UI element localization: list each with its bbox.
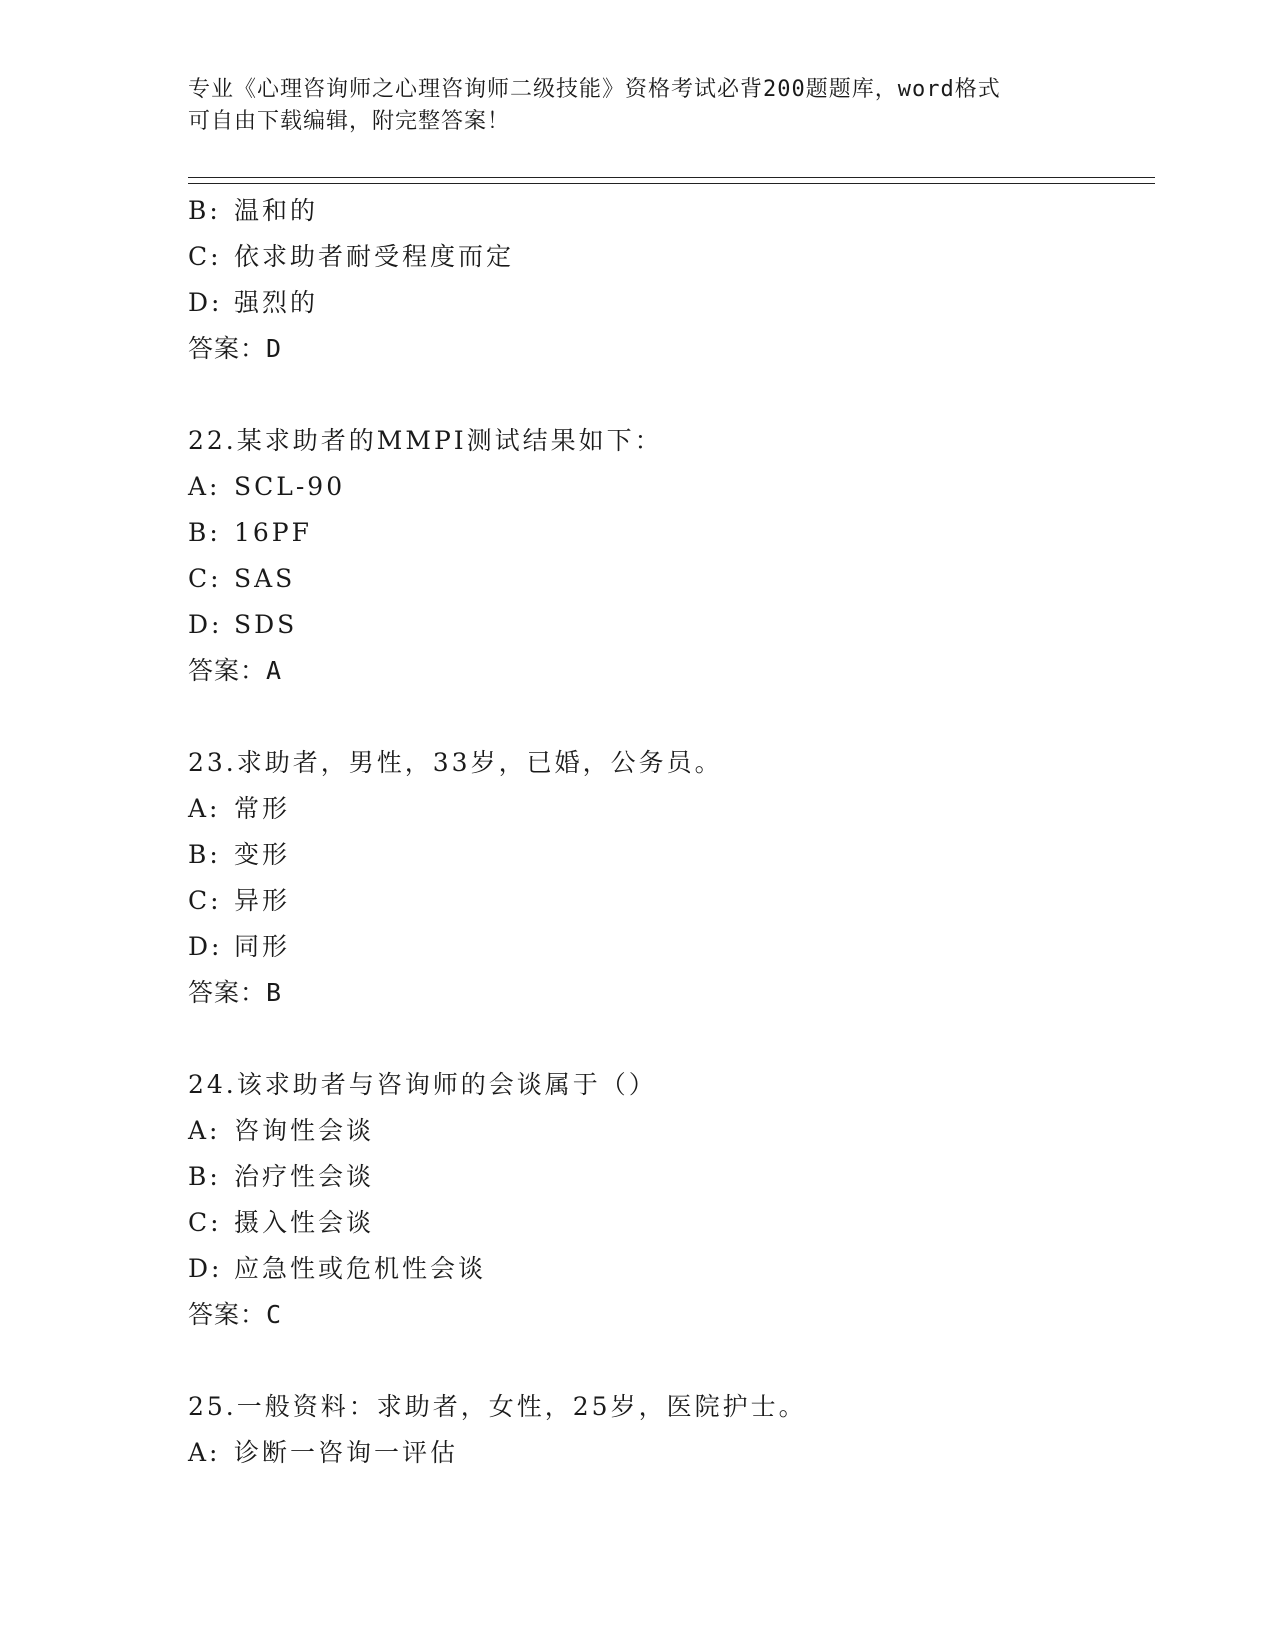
answer-label: 答案： — [188, 334, 267, 363]
option-letter: C: — [188, 564, 222, 593]
header-line-1: 专业《心理咨询师之心理咨询师二级技能》资格考试必背200题题库，word格式 — [188, 77, 1001, 102]
option-d — [188, 280, 1148, 326]
spacer — [188, 1338, 1148, 1384]
option-letter: D: — [188, 288, 223, 317]
option-c — [188, 1200, 1148, 1246]
option-letter: B: — [188, 840, 221, 869]
question-22 — [188, 418, 1148, 694]
question-stem: 23.求助者，男性，33岁，已婚，公务员。 — [188, 748, 723, 777]
header-divider-bottom — [188, 183, 1155, 184]
option-text: 异形 — [234, 886, 291, 915]
question-24 — [188, 1062, 1148, 1338]
answer-line — [188, 970, 1148, 1016]
answer-label: 答案： — [188, 1300, 267, 1329]
option-text: 强烈的 — [234, 288, 319, 317]
question-21-tail — [188, 188, 1148, 372]
option-b — [188, 510, 1148, 556]
document-header — [188, 74, 1088, 138]
answer-label: 答案： — [188, 656, 267, 685]
option-text: 摄入性会谈 — [234, 1208, 375, 1237]
answer-line — [188, 648, 1148, 694]
option-letter: C: — [188, 242, 222, 271]
option-letter: A: — [188, 1116, 221, 1145]
option-c — [188, 878, 1148, 924]
option-letter: A: — [188, 794, 221, 823]
option-a — [188, 464, 1148, 510]
option-text: 应急性或危机性会谈 — [234, 1254, 487, 1283]
option-b — [188, 1154, 1148, 1200]
question-stem: 25.一般资料：求助者，女性，25岁，医院护士。 — [188, 1392, 807, 1421]
option-letter: C: — [188, 1208, 222, 1237]
option-b — [188, 832, 1148, 878]
option-c — [188, 234, 1148, 280]
answer-label: 答案： — [188, 978, 267, 1007]
header-divider-top — [188, 177, 1155, 178]
option-letter: D: — [188, 610, 223, 639]
option-text: 变形 — [234, 840, 291, 869]
answer-value: C — [266, 1300, 283, 1329]
question-25 — [188, 1384, 1148, 1476]
option-letter: A: — [188, 1438, 221, 1467]
option-letter: B: — [188, 518, 221, 547]
option-text: 16PF — [234, 518, 312, 547]
option-text: 依求助者耐受程度而定 — [234, 242, 515, 271]
option-letter: C: — [188, 886, 222, 915]
option-a — [188, 1430, 1148, 1476]
option-text: SAS — [234, 564, 296, 593]
option-a — [188, 1108, 1148, 1154]
option-c — [188, 556, 1148, 602]
option-d — [188, 924, 1148, 970]
option-text: 诊断一咨询一评估 — [234, 1438, 459, 1467]
question-stem: 22.某求助者的MMPI测试结果如下： — [188, 426, 663, 455]
option-text: 常形 — [234, 794, 291, 823]
answer-line — [188, 326, 1148, 372]
option-text: 温和的 — [234, 196, 319, 225]
option-letter: D: — [188, 932, 223, 961]
question-23 — [188, 740, 1148, 1016]
option-letter: A: — [188, 472, 221, 501]
header-line-2: 可自由下载编辑，附完整答案！ — [188, 109, 511, 134]
question-stem: 24.该求助者与咨询师的会谈属于（） — [188, 1070, 657, 1099]
option-b — [188, 188, 1148, 234]
option-text: 同形 — [234, 932, 291, 961]
answer-value: B — [266, 978, 283, 1007]
option-a — [188, 786, 1148, 832]
option-d — [188, 602, 1148, 648]
option-letter: B: — [188, 1162, 221, 1191]
option-text: 咨询性会谈 — [234, 1116, 375, 1145]
option-text: 治疗性会谈 — [234, 1162, 375, 1191]
answer-value: D — [266, 334, 283, 363]
answer-value: A — [266, 656, 283, 685]
spacer — [188, 694, 1148, 740]
option-text: SDS — [234, 610, 298, 639]
spacer — [188, 1016, 1148, 1062]
option-d — [188, 1246, 1148, 1292]
answer-line — [188, 1292, 1148, 1338]
spacer — [188, 372, 1148, 418]
option-letter: D: — [188, 1254, 223, 1283]
option-text: SCL-90 — [234, 472, 346, 501]
option-letter: B: — [188, 196, 221, 225]
question-content — [188, 188, 1148, 1476]
